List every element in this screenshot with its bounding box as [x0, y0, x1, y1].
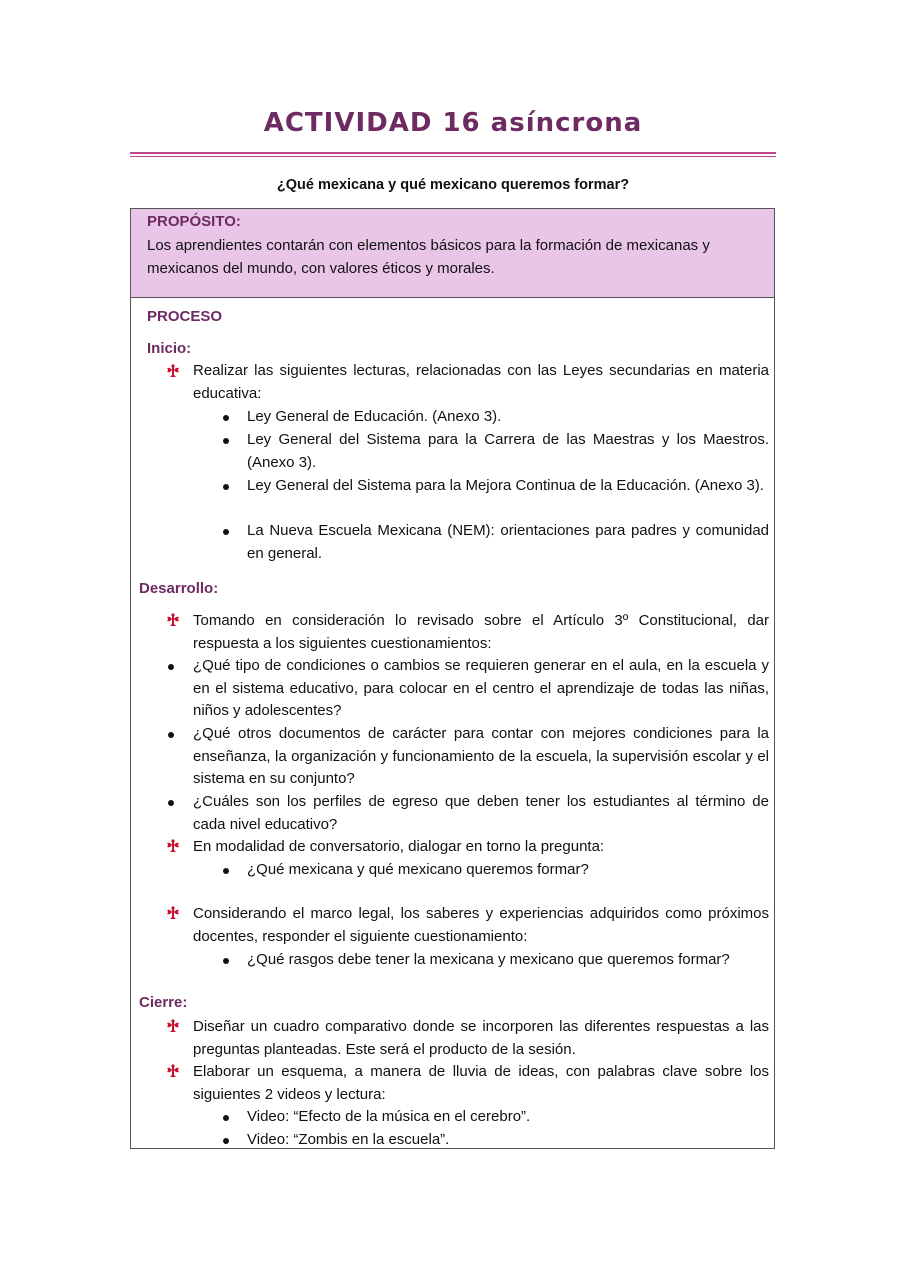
red-ornament-icon: [166, 1019, 180, 1033]
bullet-dot-icon: [223, 868, 229, 874]
red-ornament-icon: [166, 613, 180, 627]
bullet-dot-icon: [223, 1115, 229, 1121]
cierre-item-1: Diseñar un cuadro comparativo donde se incorporen las diferentes respuestas a las preguntas planteadas. Este será el producto de la sesión.: [193, 1018, 769, 1058]
bullet-dot-icon: [223, 484, 229, 490]
desarrollo-item-2-sub: ¿Qué mexicana y qué mexicano queremos formar?: [247, 861, 589, 878]
bullet-dot-icon: [223, 529, 229, 535]
process-label: PROCESO: [147, 308, 223, 325]
bullet-dot-icon: [223, 1138, 229, 1144]
purpose-label: PROPÓSITO:: [147, 213, 241, 230]
desarrollo-question-1: ¿Qué tipo de condiciones o cambios se requieren generar en el aula, en la escuela y en el sistema educativo, para colocar en el centro el aprendizaje de todas las niñas, niños y adolescentes?: [193, 657, 769, 720]
purpose-text: Los aprendientes contarán con elementos básicos para la formación de mexicanas y mexicanos del mundo, con valores éticos y morales.: [147, 237, 710, 277]
inicio-label: Inicio:: [147, 340, 192, 357]
bullet-dot-icon: [223, 415, 229, 421]
desarrollo-item-1: Tomando en consideración lo revisado sobre el Artículo 3º Constitucional, dar respuesta a los siguientes cuestionamientos:: [193, 612, 769, 652]
desarrollo-item-3: Considerando el marco legal, los saberes y experiencias adquiridos como próximos docentes, responder el siguiente cuestionamiento:: [193, 905, 769, 945]
red-ornament-icon: [166, 839, 180, 853]
cierre-sub-2: Video: “Zombis en la escuela”.: [247, 1131, 450, 1148]
cierre-sub-1: Video: “Efecto de la música en el cerebro”.: [247, 1108, 531, 1125]
page-subtitle: ¿Qué mexicana y qué mexicano queremos formar?: [276, 177, 630, 193]
title-rule-thick: [130, 152, 776, 154]
bullet-dot-icon: [223, 958, 229, 964]
inicio-item-1: Realizar las siguientes lecturas, relacionadas con las Leyes secundarias en materia educativa:: [193, 362, 769, 402]
cierre-item-2: Elaborar un esquema, a manera de lluvia de ideas, con palabras clave sobre los siguientes 2 videos y lectura:: [193, 1063, 769, 1103]
desarrollo-item-3-sub: ¿Qué rasgos debe tener la mexicana y mexicano que queremos formar?: [247, 951, 730, 968]
desarrollo-item-2: En modalidad de conversatorio, dialogar en torno la pregunta:: [193, 838, 605, 855]
bullet-dot-icon: [168, 732, 174, 738]
purpose-section: [131, 209, 774, 298]
title-rule-thin: [130, 156, 776, 157]
inicio-sub-2: Ley General del Sistema para la Carrera de las Maestras y los Maestros. (Anexo 3).: [247, 431, 769, 471]
bullet-dot-icon: [168, 664, 174, 670]
activity-box: [130, 208, 775, 1149]
bullet-dot-icon: [223, 438, 229, 444]
inicio-sub-3: Ley General del Sistema para la Mejora Continua de la Educación. (Anexo 3).: [247, 477, 764, 494]
bullet-dot-icon: [168, 800, 174, 806]
inicio-sub-4: La Nueva Escuela Mexicana (NEM): orientaciones para padres y comunidad en general.: [247, 522, 769, 562]
red-ornament-icon: [166, 906, 180, 920]
inicio-sub-1: Ley General de Educación. (Anexo 3).: [247, 408, 502, 425]
desarrollo-question-2: ¿Qué otros documentos de carácter para contar con mejores condiciones para la enseñanza, la organización y funcionamiento de la escuela, la supervisión escolar y el sistema en su conjunto?: [193, 725, 769, 788]
red-ornament-icon: [166, 364, 180, 378]
desarrollo-label: Desarrollo:: [139, 580, 219, 597]
page-title: ACTIVIDAD 16 asíncrona: [263, 108, 643, 138]
desarrollo-question-3: ¿Cuáles son los perfiles de egreso que deben tener los estudiantes al término de cada nivel educativo?: [193, 793, 769, 833]
cierre-label: Cierre:: [139, 994, 188, 1011]
red-ornament-icon: [166, 1064, 180, 1078]
